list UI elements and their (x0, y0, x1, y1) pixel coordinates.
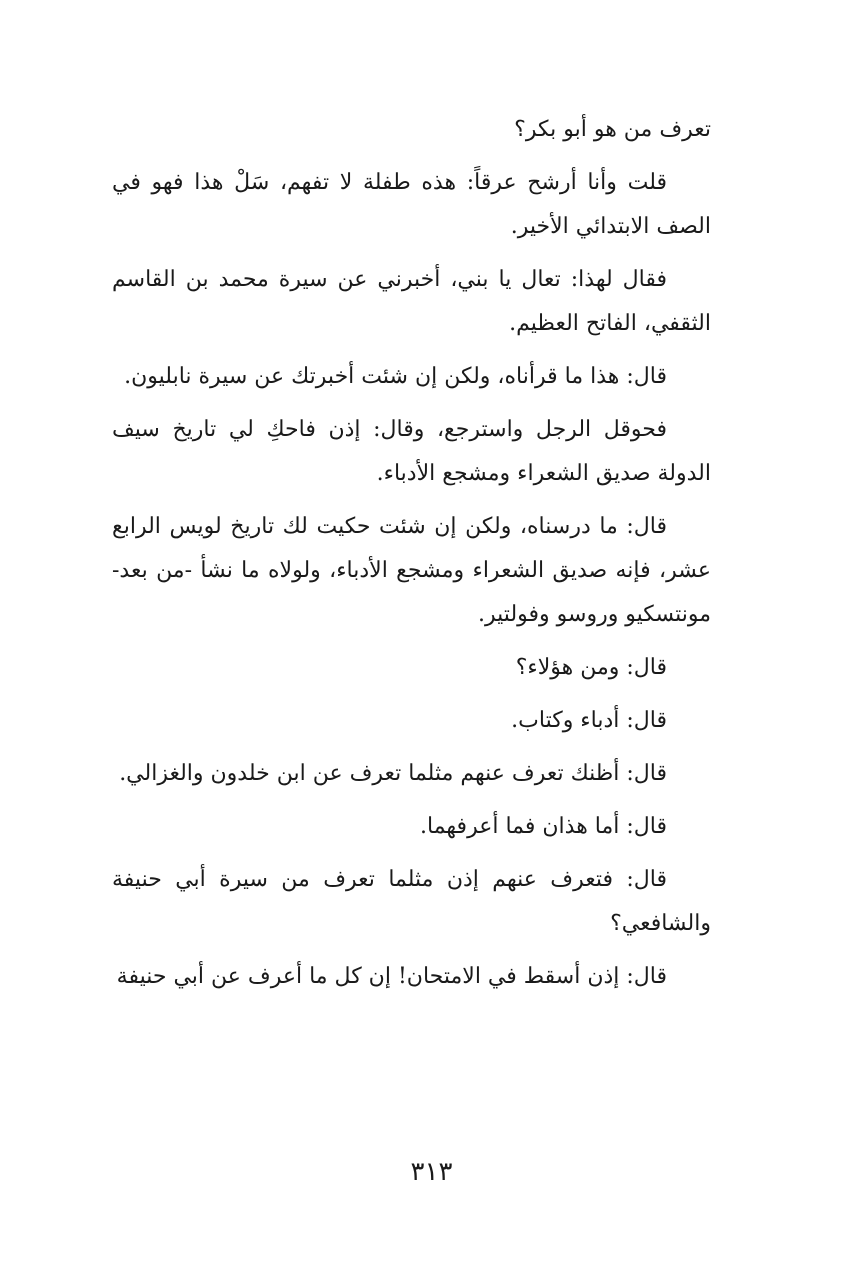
page-number: ٣١٣ (410, 1157, 453, 1187)
paragraph: قال: إذن أسقط في الامتحان! إن كل ما أعرف عن أبي حنيفة (116, 964, 667, 989)
paragraph: قال: ما درسناه، ولكن إن شئت حكيت لك تاريخ لويس الرابع عشر، فإنه صديق الشعراء ومشجع الأدباء، ولولاه ما نشأ -من بعد- مونتسكيو وروسو وفولتير. (112, 514, 711, 627)
paragraph: تعرف من هو أبو بكر؟ (514, 117, 711, 142)
paragraph: قلت وأنا أرشح عرقاً: هذه طفلة لا تفهم، سَلْ هذا فهو في الصف الابتدائي الأخير. (112, 170, 711, 239)
paragraph: قال: هذا ما قرأناه، ولكن إن شئت أخبرتك عن سيرة نابليون. (124, 364, 667, 389)
paragraph: قال: أدباء وكتاب. (511, 708, 667, 733)
paragraph: قال: ومن هؤلاء؟ (515, 655, 667, 680)
paragraph: فقال لهذا: تعال يا بني، أخبرني عن سيرة محمد بن القاسم الثقفي، الفاتح العظيم. (112, 267, 711, 336)
paragraph: قال: فتعرف عنهم إذن مثلما تعرف من سيرة أبي حنيفة والشافعي؟ (112, 867, 711, 936)
paragraph: قال: أظنك تعرف عنهم مثلما تعرف عن ابن خلدون والغزالي. (119, 761, 667, 786)
body-text (112, 108, 711, 1008)
paragraph: قال: أما هذان فما أعرفهما. (420, 814, 667, 839)
paragraph: فحوقل الرجل واسترجع، وقال: إذن فاحكِ لي تاريخ سيف الدولة صديق الشعراء ومشجع الأدباء. (112, 417, 711, 486)
